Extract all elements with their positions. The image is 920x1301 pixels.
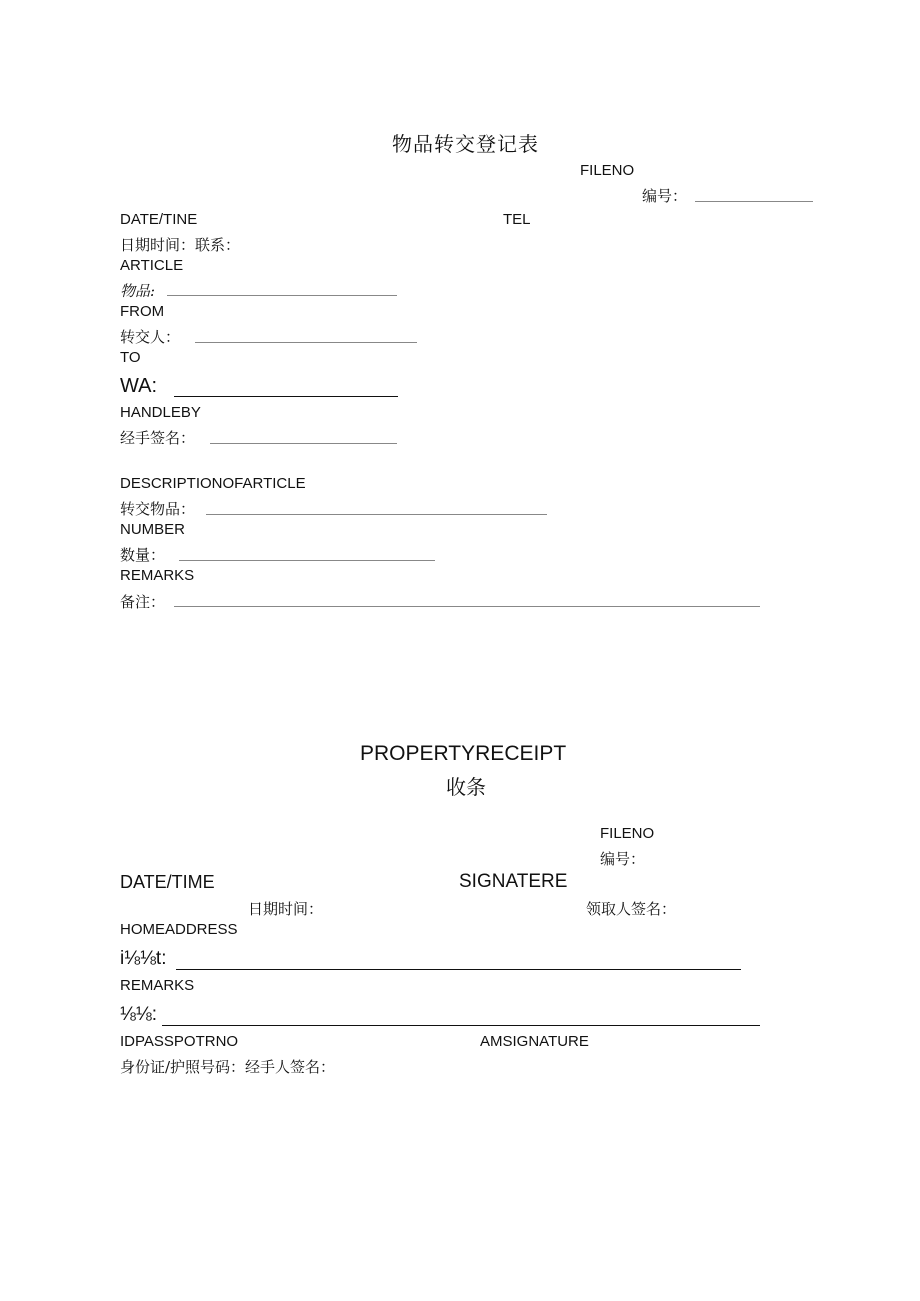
form2-home-address-label-zh: i⅛⅛t:: [120, 948, 167, 969]
form1-date-label-en: DATE/TINE: [120, 211, 198, 228]
form2-date-label-zh: 日期时间：: [248, 900, 324, 918]
form1-number-label-zh: 数量：: [120, 546, 166, 564]
form2-remarks-label-zh: ⅛⅛:: [120, 1004, 157, 1025]
form1-date-contact-label-zh: 日期时间：联系：: [120, 236, 241, 254]
form1-to-label-zh: WA:: [120, 375, 158, 397]
form1-remarks-label-zh: 备注：: [120, 593, 166, 611]
form1-description-label-zh: 转交物品：: [120, 500, 196, 518]
form1-from-label-en: FROM: [120, 303, 165, 320]
form2-remarks-label-en: REMARKS: [120, 977, 195, 994]
form2-am-signature-label-en: AMSIGNATURE: [480, 1033, 589, 1050]
form2-title-zh: 收条: [446, 775, 486, 799]
form1-file-no-field[interactable]: [695, 201, 813, 202]
form1-to-label-en: TO: [120, 349, 141, 366]
form2-file-no-label-en: FILENO: [600, 825, 655, 842]
form2-date-label-en: DATE/TIME: [120, 872, 215, 892]
form1-description-field[interactable]: [206, 514, 547, 515]
form1-file-no-label-en: FILENO: [580, 162, 635, 179]
form2-home-address-field[interactable]: [176, 969, 741, 970]
form1-number-label-en: NUMBER: [120, 521, 186, 538]
form2-home-address-label-en: HOMEADDRESS: [120, 921, 238, 938]
form1-from-label-zh: 转交人：: [120, 328, 181, 346]
form2-id-passport-label-en: IDPASSPOTRNO: [120, 1033, 239, 1050]
form2-file-no-label-zh: 编号：: [600, 850, 646, 868]
form2-signature-label-en: SIGNATERE: [459, 871, 568, 892]
form2-id-signature-label-zh: 身份证/护照号码：经手人签名：: [120, 1058, 336, 1076]
form1-tel-label-en: TEL: [503, 211, 531, 228]
form1-remarks-field[interactable]: [174, 606, 760, 607]
form1-handleby-field[interactable]: [210, 443, 397, 444]
form1-article-label-en: ARTICLE: [120, 257, 184, 274]
form1-article-label-zh: 物品:: [120, 282, 156, 300]
form1-handleby-label-zh: 经手签名：: [120, 429, 196, 447]
form1-handleby-label-en: HANDLEBY: [120, 404, 201, 421]
form2-remarks-field[interactable]: [162, 1025, 760, 1026]
form1-file-no-label-zh: 编号：: [642, 187, 688, 205]
form2-title-en: PROPERTYRECEIPT: [360, 742, 567, 765]
form1-remarks-label-en: REMARKS: [120, 567, 195, 584]
form1-title: 物品转交登记表: [392, 132, 539, 156]
form1-from-field[interactable]: [195, 342, 417, 343]
form1-to-field[interactable]: [174, 396, 398, 397]
form2-receiver-signature-label-zh: 领取人签名：: [586, 900, 677, 918]
form1-number-field[interactable]: [179, 560, 435, 561]
form1-description-label-en: DESCRIPTIONOFARTICLE: [120, 475, 306, 492]
form1-article-field[interactable]: [167, 295, 397, 296]
